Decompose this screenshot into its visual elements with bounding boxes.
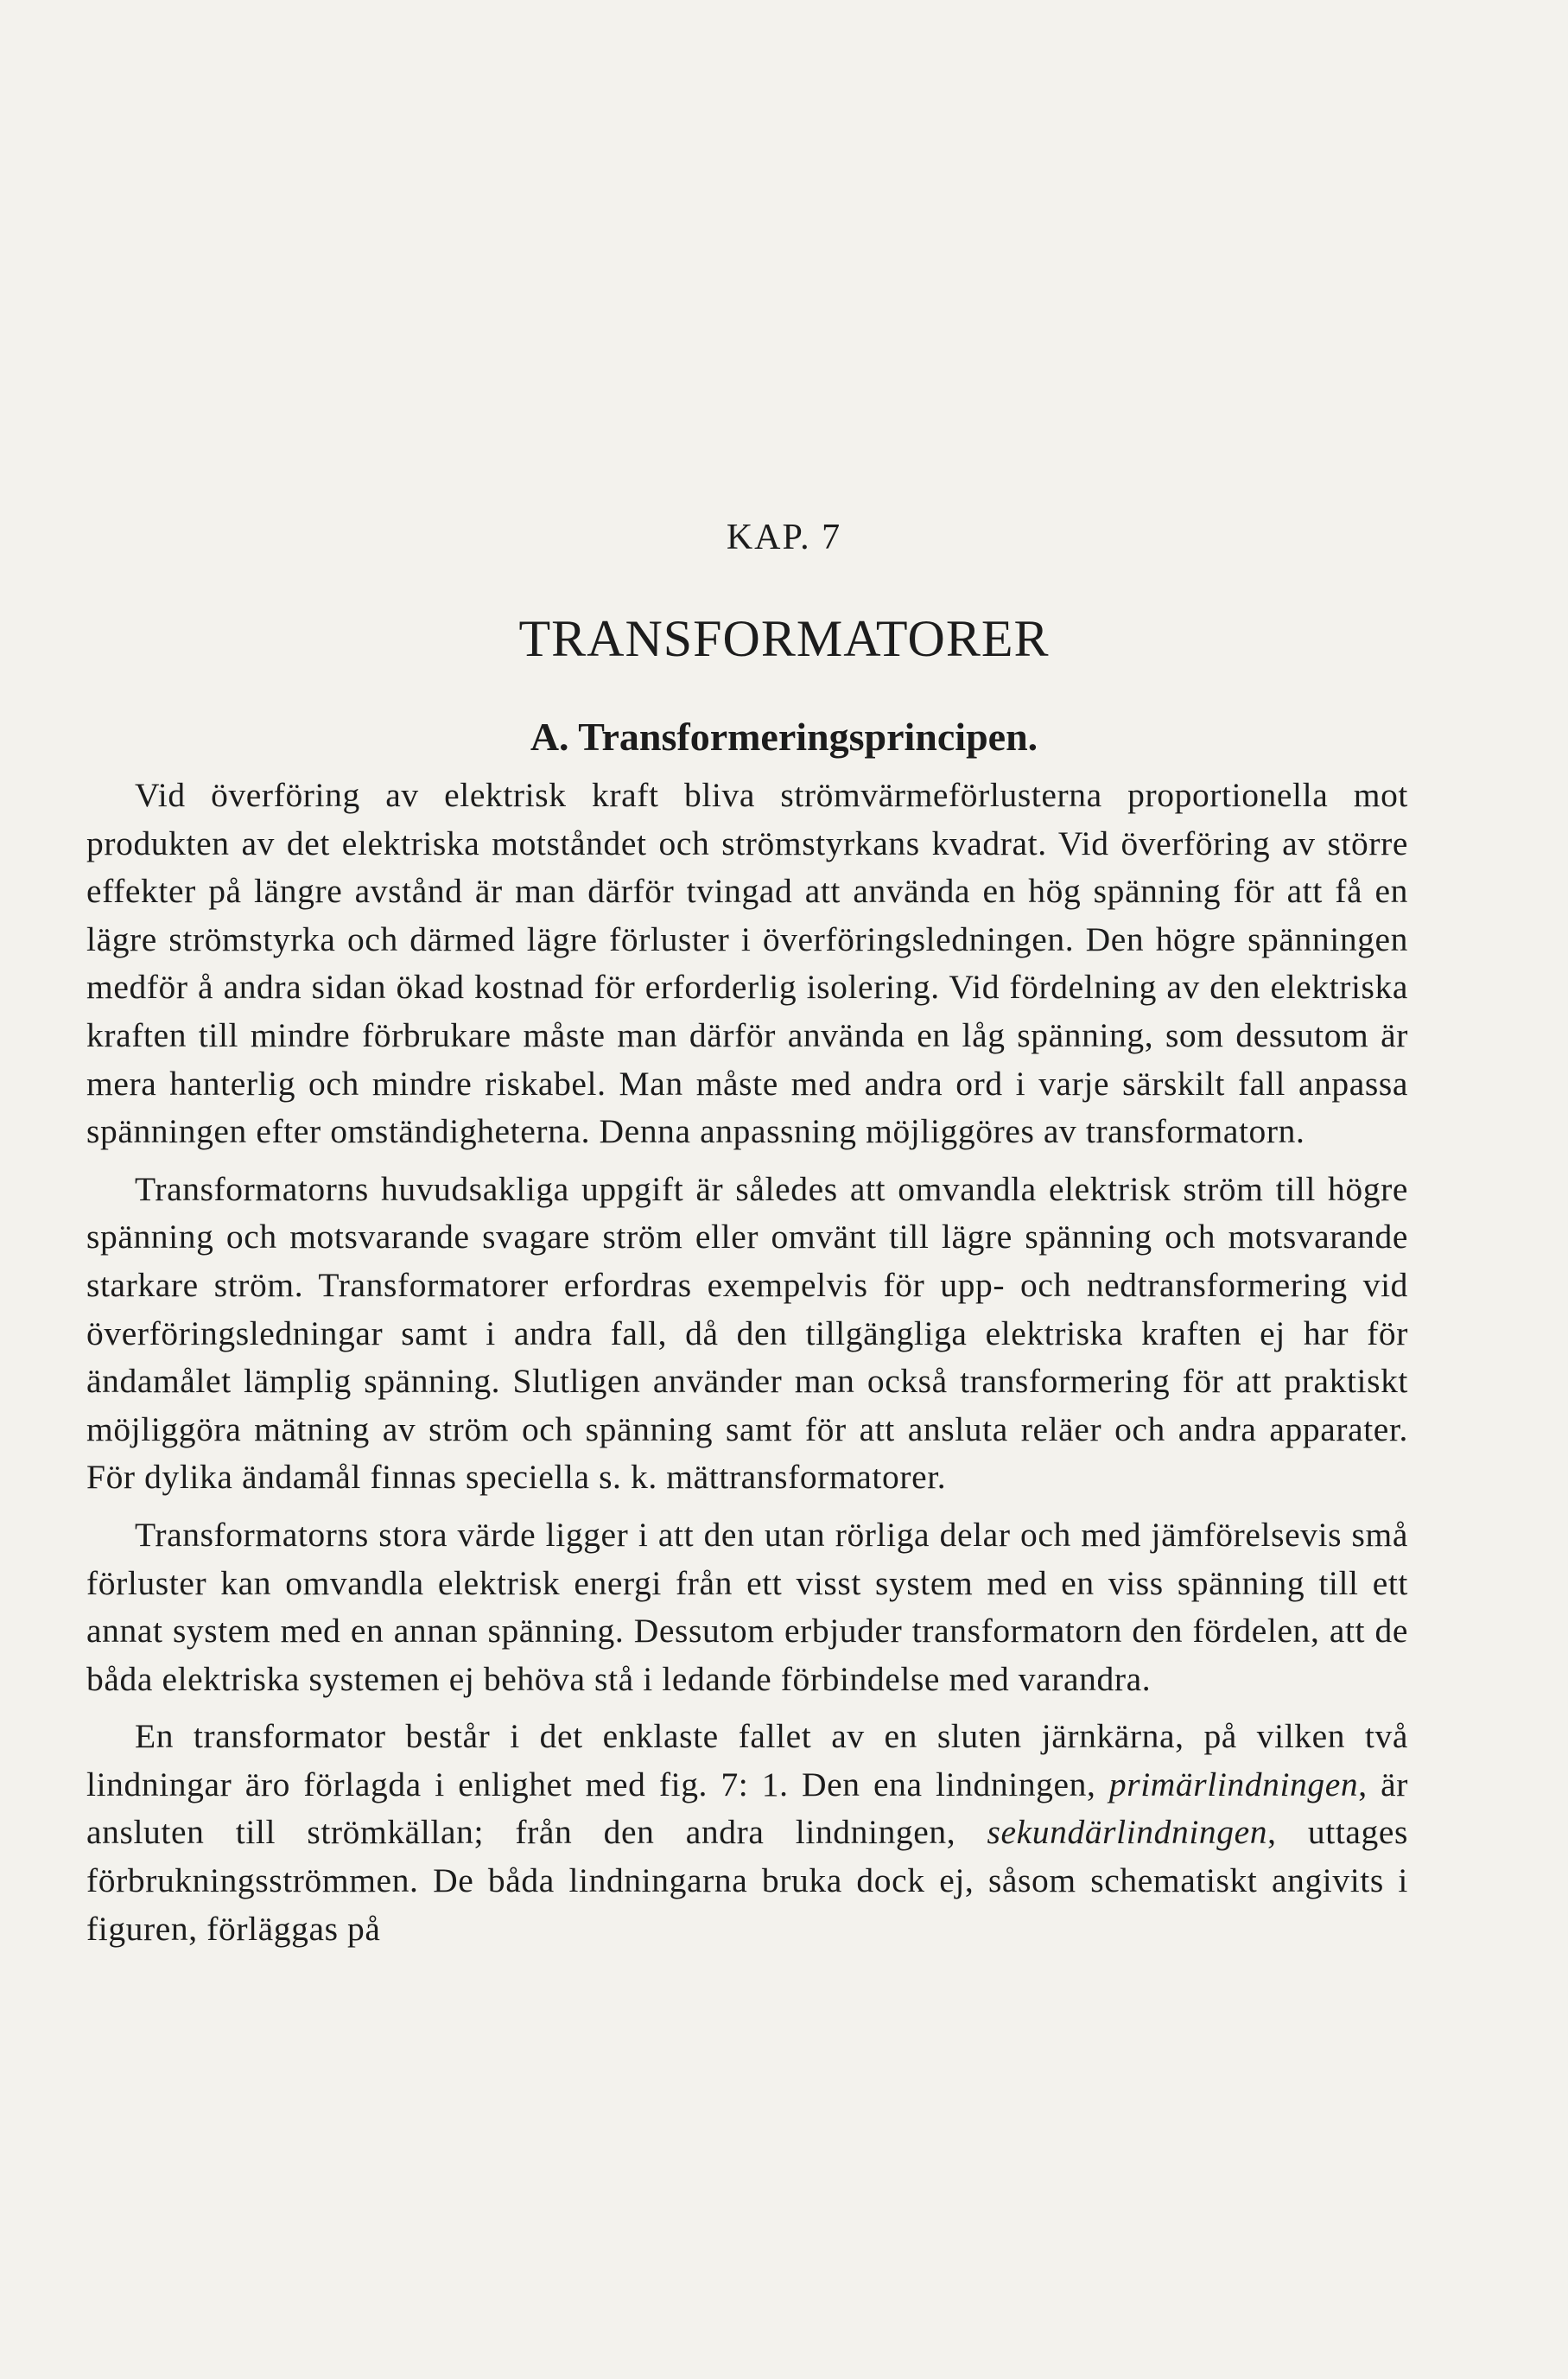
chapter-number: KAP. 7 [726, 518, 842, 557]
paragraph: Transformatorns huvudsakliga uppgift är således att omvandla elektrisk ström till högre spänning och motsvarande svagare ström eller omvänt till lägre spänning och motsvarande starkare ström. Transformatorer erfordras exempelvis för upp- och nedtransformering vid överföringsledningar samt i andra fall, då den tillgängliga elektriska kraften ej har för ändamålet lämplig spänning. Slutligen använder man också transformering för att praktiskt möjliggöra mätning av ström och spänning samt för att ansluta reläer och andra apparater. För dylika ändamål finnas speciella s. k. mättransformatorer. [86, 1169, 1408, 1497]
paragraph-text: , är ansluten till strömkällan; från den andra lindningen, [86, 1765, 1408, 1852]
paragraph-text: , uttages förbrukningsströmmen. De båda lindningarna bruka dock ej, såsom schematiskt angivits i figuren, förläggas på [86, 1813, 1408, 1948]
section-heading: A. Transformeringsprincipen. [530, 715, 1038, 759]
term-secondary-winding: sekundärlindningen [987, 1813, 1268, 1852]
term-primary-winding: primärlindningen [1108, 1765, 1359, 1803]
paragraph: Vid överföring av elektrisk kraft bliva strömvärmeförlusterna proportionella mot produkten av det elektriska motståndet och strömstyrkans kvadrat. Vid överföring av större effekter på längre avstånd är man därför tvingad att använda en hög spänning för att få en lägre strömstyrka och därmed lägre förluster i överföringsledningen. Den högre spänningen medför å andra sidan ökad kostnad för erforderlig isolering. Vid fördelning av den elektriska kraften till mindre förbrukare måste man därför använda en låg spänning, som dessutom är mera hanterlig och mindre riskabel. Man måste med andra ord i varje särskilt fall anpassa spänningen efter omständigheterna. Denna anpassning möjliggöres av transformatorn. [86, 776, 1408, 1151]
paragraph: Transformatorns stora värde ligger i att den utan rörliga delar och med jämförelsevis små förluster kan omvandla elektrisk energi från ett visst system med en viss spänning till ett annat system med en annan spänning. Dessutom erbjuder transformatorn den fördelen, att de båda elektriska systemen ej behöva stå i ledande förbindelse med varandra. [86, 1515, 1408, 1698]
chapter-title: TRANSFORMATORER [518, 610, 1050, 667]
paragraph-text: En transformator består i det enklaste fallet av en sluten järnkärna, på vilken två lindningar äro förlagda i enlighet med fig. 7: 1. Den ena lindningen, [86, 1717, 1408, 1803]
body-text [86, 772, 1408, 1953]
paragraph [86, 1713, 1408, 1953]
